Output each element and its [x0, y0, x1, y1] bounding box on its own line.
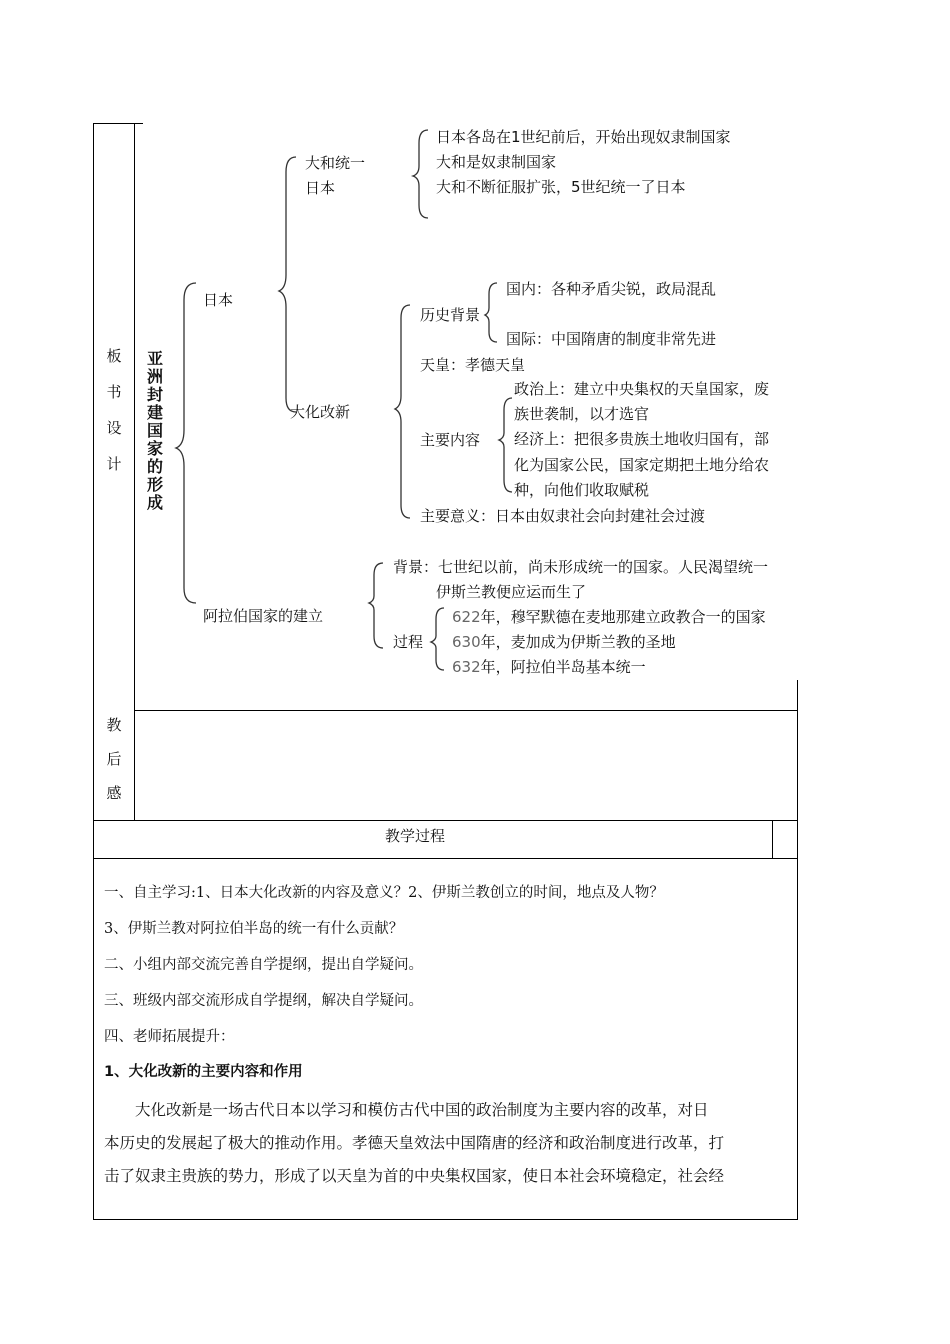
node-taika: 大化改新 [290, 403, 351, 421]
arab-background-1: 背景：七世纪以前，尚未形成统一的国家。人民渴望统一 [393, 558, 769, 576]
row-divider-2 [93, 820, 798, 821]
header-right-divider [772, 820, 773, 858]
yamato-item-1: 日本各岛在1世纪前后，开始出现奴隶制国家 [436, 128, 731, 146]
process-item-1: 622年，穆罕默德在麦地那建立政教合一的国家 [452, 608, 766, 626]
node-arab: 阿拉伯国家的建立 [203, 607, 324, 625]
node-historical-background: 历史背景 [420, 306, 481, 324]
content-line-5: 种，向他们收取赋税 [514, 481, 650, 499]
bracket-root [176, 283, 196, 603]
node-yamato-line2: 日本 [305, 179, 336, 197]
content-line-4: 化为国家公民，国家定期把土地分给农 [514, 456, 770, 474]
content-line-2: 族世袭制，以才选官 [514, 405, 650, 423]
bracket-background [485, 283, 497, 342]
bracket-arab [369, 563, 383, 648]
table-right-border [797, 680, 798, 1220]
bg-domestic: 国内：各种矛盾尖锐，政局混乱 [506, 280, 717, 298]
yamato-item-2: 大和是奴隶制国家 [436, 153, 557, 171]
diagram-right-mask [798, 110, 950, 710]
subheading-1: 1、大化改新的主要内容和作用 [104, 1064, 303, 1080]
bracket-process [431, 608, 444, 670]
step-2: 二、小组内部交流完善自学提纲，提出自学疑问。 [104, 957, 423, 973]
row-divider-3 [93, 858, 798, 859]
question-2: 3、伊斯兰教对阿拉伯半岛的统一有什么贡献？ [104, 921, 404, 937]
question-1: 一、自主学习:1、日本大化改新的内容及意义？2、伊斯兰教创立的时间，地点及人物？ [104, 885, 664, 901]
step-3: 三、班级内部交流形成自学提纲，解决自学疑问。 [104, 993, 423, 1009]
step-4: 四、老师拓展提升： [104, 1029, 235, 1045]
content-line-3: 经济上：把很多贵族土地收归国有，部 [514, 430, 770, 448]
paragraph-taika [104, 1094, 794, 1193]
row-label-reflection: 教 后 感 [106, 716, 122, 802]
arab-background-2: 伊斯兰教便应运而生了 [436, 583, 587, 601]
node-yamato-line1: 大和统一 [305, 154, 366, 172]
table-bottom-border [93, 1219, 798, 1220]
node-main-content: 主要内容 [420, 431, 481, 449]
node-significance: 主要意义：日本由奴隶社会向封建社会过渡 [420, 507, 706, 525]
bg-international: 国际：中国隋唐的制度非常先进 [506, 330, 717, 348]
bracket-yamato [413, 130, 428, 218]
row-label-board-design: 板 书 设 计 [106, 347, 122, 473]
content-line-1: 政治上：建立中央集权的天皇国家，废 [514, 380, 770, 398]
bracket-content [499, 398, 512, 492]
yamato-item-3: 大和不断征服扩张，5世纪统一了日本 [436, 178, 686, 196]
process-header: 教学过程 [385, 827, 446, 845]
paragraph-line-1: 大化改新是一场古代日本以学习和模仿古代中国的政治制度为主要内容的改革，对日 [104, 1101, 709, 1119]
process-item-3: 632年，阿拉伯半岛基本统一 [452, 658, 646, 676]
node-japan: 日本 [203, 291, 234, 309]
process-item-2: 630年，麦加成为伊斯兰教的圣地 [452, 633, 676, 651]
bracket-taika [395, 305, 410, 518]
root-title: 亚 洲 封 建 国 家 的 形 成 [146, 349, 163, 512]
bracket-japan [279, 157, 296, 412]
paragraph-line-3: 击了奴隶主贵族的势力，形成了以天皇为首的中央集权国家，使日本社会环境稳定，社会经 [104, 1167, 725, 1185]
paragraph-line-2: 本历史的发展起了极大的推动作用。孝德天皇效法中国隋唐的经济和政治制度进行改革，打 [104, 1134, 725, 1152]
node-process: 过程 [393, 633, 424, 651]
node-emperor: 天皇：孝德天皇 [420, 356, 526, 374]
